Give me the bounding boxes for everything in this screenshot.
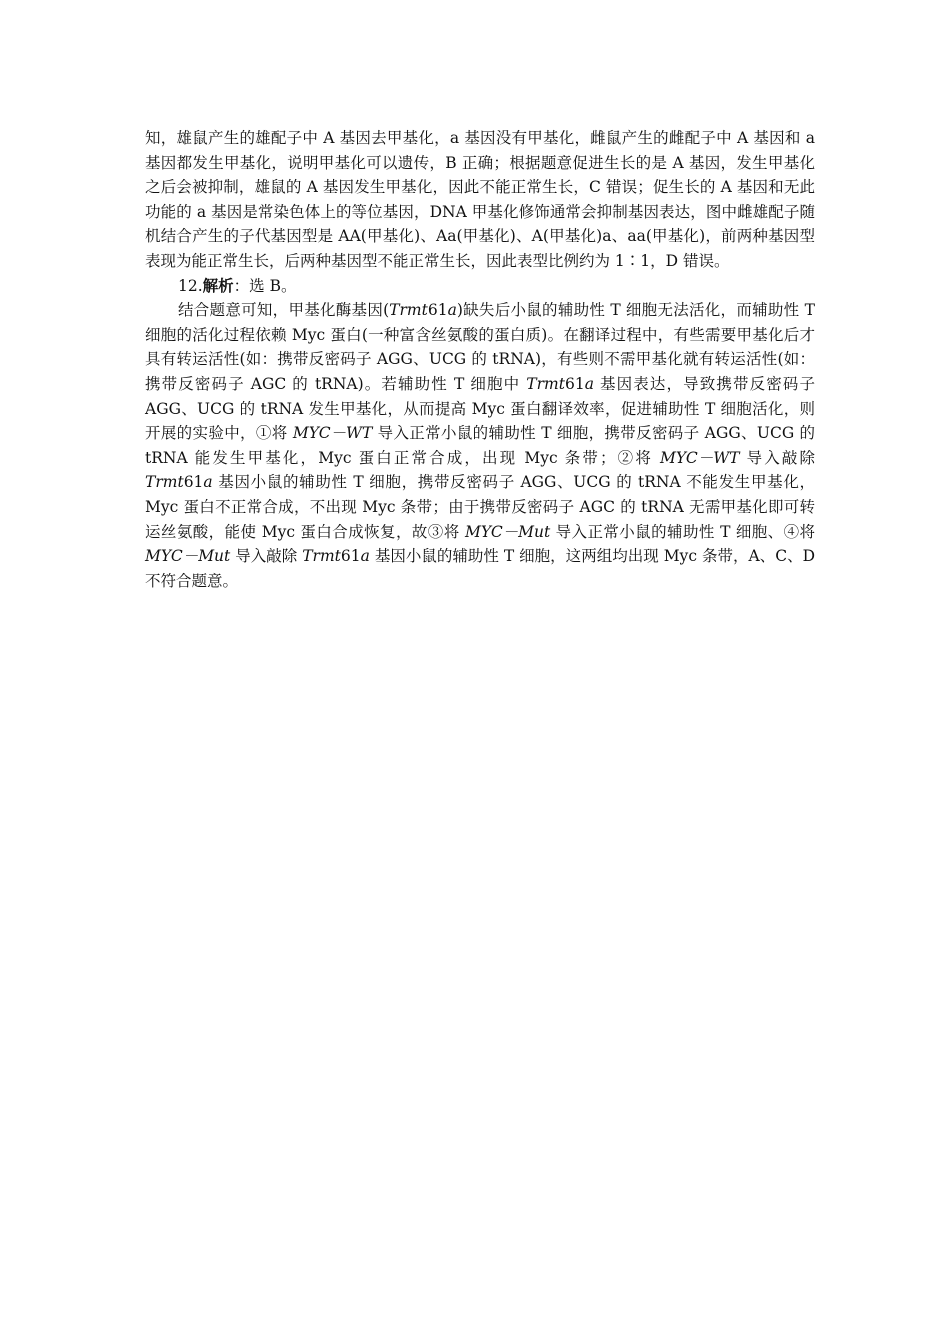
plasmid-name-italic: MYC－Mut bbox=[464, 522, 551, 541]
gene-name-italic: a bbox=[584, 374, 594, 393]
text-span: 基因表达，导致携带反密码子 AGG、UCG 的 tRNA 发生甲基化，从而提高 Myc 蛋白翻译效率，促进辅助性 T 细胞活化，则开展的实验中，①将 bbox=[145, 374, 815, 443]
text-span: 导入正常小鼠的辅助性 T 细胞、④将 bbox=[550, 522, 816, 541]
text-span: 基因小鼠的辅助性 T 细胞，携带反密码子 AGG、UCG 的 tRNA 不能发生甲基化，Myc 蛋白不正常合成，不出现 Myc 条带；由于携带反密码子 AGC 的 tRNA 无需甲基化即可转运丝氨酸，能使 Myc 蛋白合成恢复，故③将 bbox=[145, 473, 815, 541]
text-span: 61 bbox=[183, 473, 204, 492]
gene-name-italic: Trmt bbox=[302, 547, 341, 566]
gene-name-italic: a bbox=[447, 301, 457, 320]
plasmid-name-italic: MYC－WT bbox=[292, 424, 373, 443]
gene-name-italic: a bbox=[203, 473, 213, 492]
gene-name-italic: Trmt bbox=[526, 374, 565, 393]
paragraph-explanation-12 bbox=[145, 298, 815, 593]
text-span: 导入敲除 bbox=[739, 448, 815, 467]
document-body bbox=[145, 126, 815, 593]
text-span: 导入正常小鼠的辅助性 T 细胞，携带反密码子 AGG、UCG 的 tRNA 能发生甲基化，Myc 蛋白正常合成，出现 Myc 条带；②将 bbox=[145, 424, 815, 467]
analysis-label: 解析 bbox=[202, 275, 234, 295]
plasmid-name-italic: MYC－Mut bbox=[145, 547, 231, 566]
answer-12-heading bbox=[145, 274, 815, 299]
text-span: 61 bbox=[564, 374, 585, 393]
text-span: 结合题意可知，甲基化酶基因( bbox=[178, 301, 390, 320]
paragraph-explanation-11: 知，雄鼠产生的雄配子中 A 基因去甲基化，a 基因没有甲基化，雌鼠产生的雌配子中 A 基因和 a 基因都发生甲基化，说明甲基化可以遗传，B 正确；根据题意促进生长的是 A 基因，发生甲基化之后会被抑制，雄鼠的 A 基因发生甲基化，因此不能正常生长，C 错误；促生长的 A 基因和无此功能的 a 基因是常染色体上的等位基因，DNA 甲基化修饰通常会抑制基因表达，图中雌雄配子随机结合产生的子代基因型是 AA(甲基化)、Aa(甲基化)、A(甲基化)a、aa(甲基化)，前两种基因型表现为能正常生长，后两种基因型不能正常生长，因此表型比例约为 1∶1，D 错误。 bbox=[145, 129, 815, 270]
gene-name-italic: a bbox=[360, 547, 370, 566]
plasmid-name-italic: MYC－WT bbox=[660, 448, 740, 467]
question-number: 12. bbox=[178, 276, 203, 295]
gene-name-italic: Trmt bbox=[145, 473, 184, 492]
gene-name-italic: Trmt bbox=[389, 301, 428, 320]
answer-choice: ：选 B。 bbox=[233, 276, 297, 295]
text-span: )缺失后小鼠的辅助性 T 细胞无法活化，而辅助性 T 细胞的活化过程依赖 Myc 蛋白(一种富含丝氨酸的蛋白质)。在翻译过程中，有些需要甲基化后才具有转运活性(如：携带反密码子 AGG、UCG 的 tRNA)，有些则不需甲基化就有转运活性(如：携带反密码子 AGC 的 tRNA)。若辅助性 T 细胞中 bbox=[145, 301, 815, 393]
text-span: 导入敲除 bbox=[230, 547, 303, 566]
text-span: 基因小鼠的辅助性 T 细胞，这两组均出现 Myc 条带，A、C、D 不符合题意。 bbox=[145, 547, 816, 590]
text-span: 61 bbox=[340, 547, 361, 566]
text-span: 61 bbox=[427, 301, 448, 320]
